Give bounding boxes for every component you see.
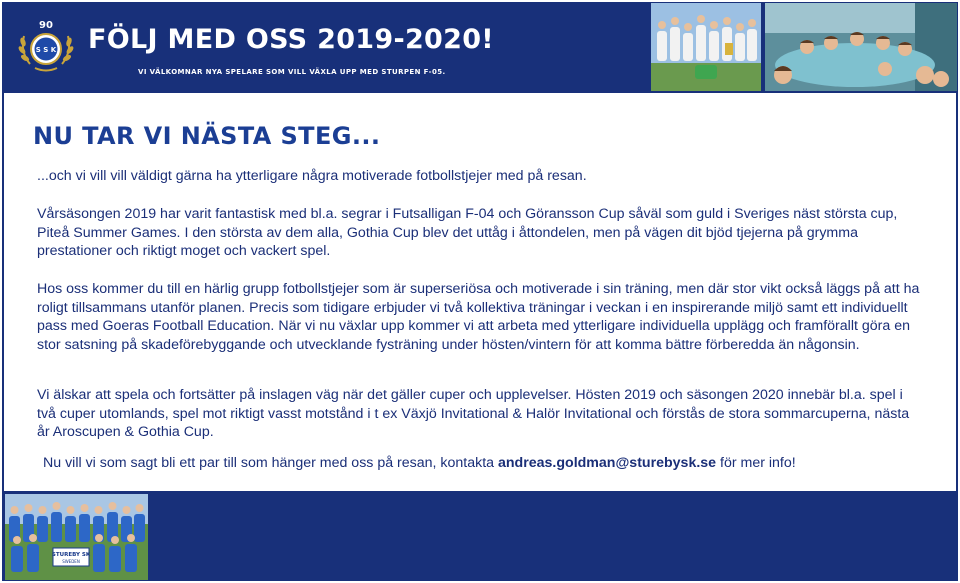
contact-line (43, 454, 796, 473)
training-paragraph: Hos oss kommer du till en härlig grupp fotbollstjejer som är superseriösa och motiverade i sin träning, men där stor vikt också läggs på att ha roligt tillsammans utanför planen. Precis som tidigare erbjuder vi två kollektiva träningar i veckan i en inspirerande miljö samt ett individuellt pass med Goeras Football Education. När vi nu växlar upp kommer vi att arbeta med ytterligare individuella upplägg och framförallt göra en stor satsning på skadeförebyggande och utvecklande fysträning under hösten/vintern för att komma bättre förberedda än någonsin. (37, 281, 920, 353)
team-trophy-photo (651, 3, 761, 91)
frame-right-border (956, 93, 958, 491)
flyer-title: FÖLJ MED OSS 2019-2020! (88, 24, 494, 55)
crest-initials: S S K (35, 46, 57, 54)
flyer-subtitle: VI VÄLKOMNAR NYA SPELARE SOM VILL VÄXLA UPP MED STURPEN F-05. (138, 68, 446, 76)
crest-number: 90 (39, 20, 53, 31)
main-heading: NU TAR VI NÄSTA STEG... (33, 122, 381, 150)
contact-email-link[interactable]: andreas.goldman@sturebysk.se (498, 455, 717, 471)
intro-paragraph: ...och vi vill vill väldigt gärna ha ytterligare några motiverade fotbollstjejer med på resan. (37, 168, 587, 184)
contact-text-before: Nu vill vi som sagt bli ett par till som hänger med oss på resan, kontakta (43, 455, 498, 471)
squad-banner-subtext: SWEDEN (62, 559, 80, 564)
team-squad-photo (5, 494, 148, 580)
hot-tub-photo (765, 3, 957, 91)
contact-text-after: för mer info! (716, 455, 796, 471)
season-paragraph: Vårsäsongen 2019 har varit fantastisk med bl.a. segrar i Futsalligan F-04 och Göransson Cup såväl som guld i Sveriges näst största cup, Piteå Summer Games. I den största av dem alla, Gothia Cup blev det uttåg i åttondelen, men på vägen dit bjöd tjejerna på grymma prestationer och riktigt moget och vackert spel. (37, 206, 898, 260)
cups-paragraph: Vi älskar att spela och fortsätter på inslagen väg när det gäller cuper och upplevelser. Hösten 2019 och säsongen 2020 innebär bl.a. spel i två cuper utomlands, spel mot riktigt vasst motstånd i t ex Växjö Invitational & Halör Invitational och förstås de stora sommarcuperna, nästa år Aroscupen & Gothia Cup. (37, 387, 910, 441)
club-crest-icon (16, 16, 76, 76)
squad-banner-text: STUREBY SK (51, 552, 91, 558)
frame-left-border (2, 93, 4, 491)
